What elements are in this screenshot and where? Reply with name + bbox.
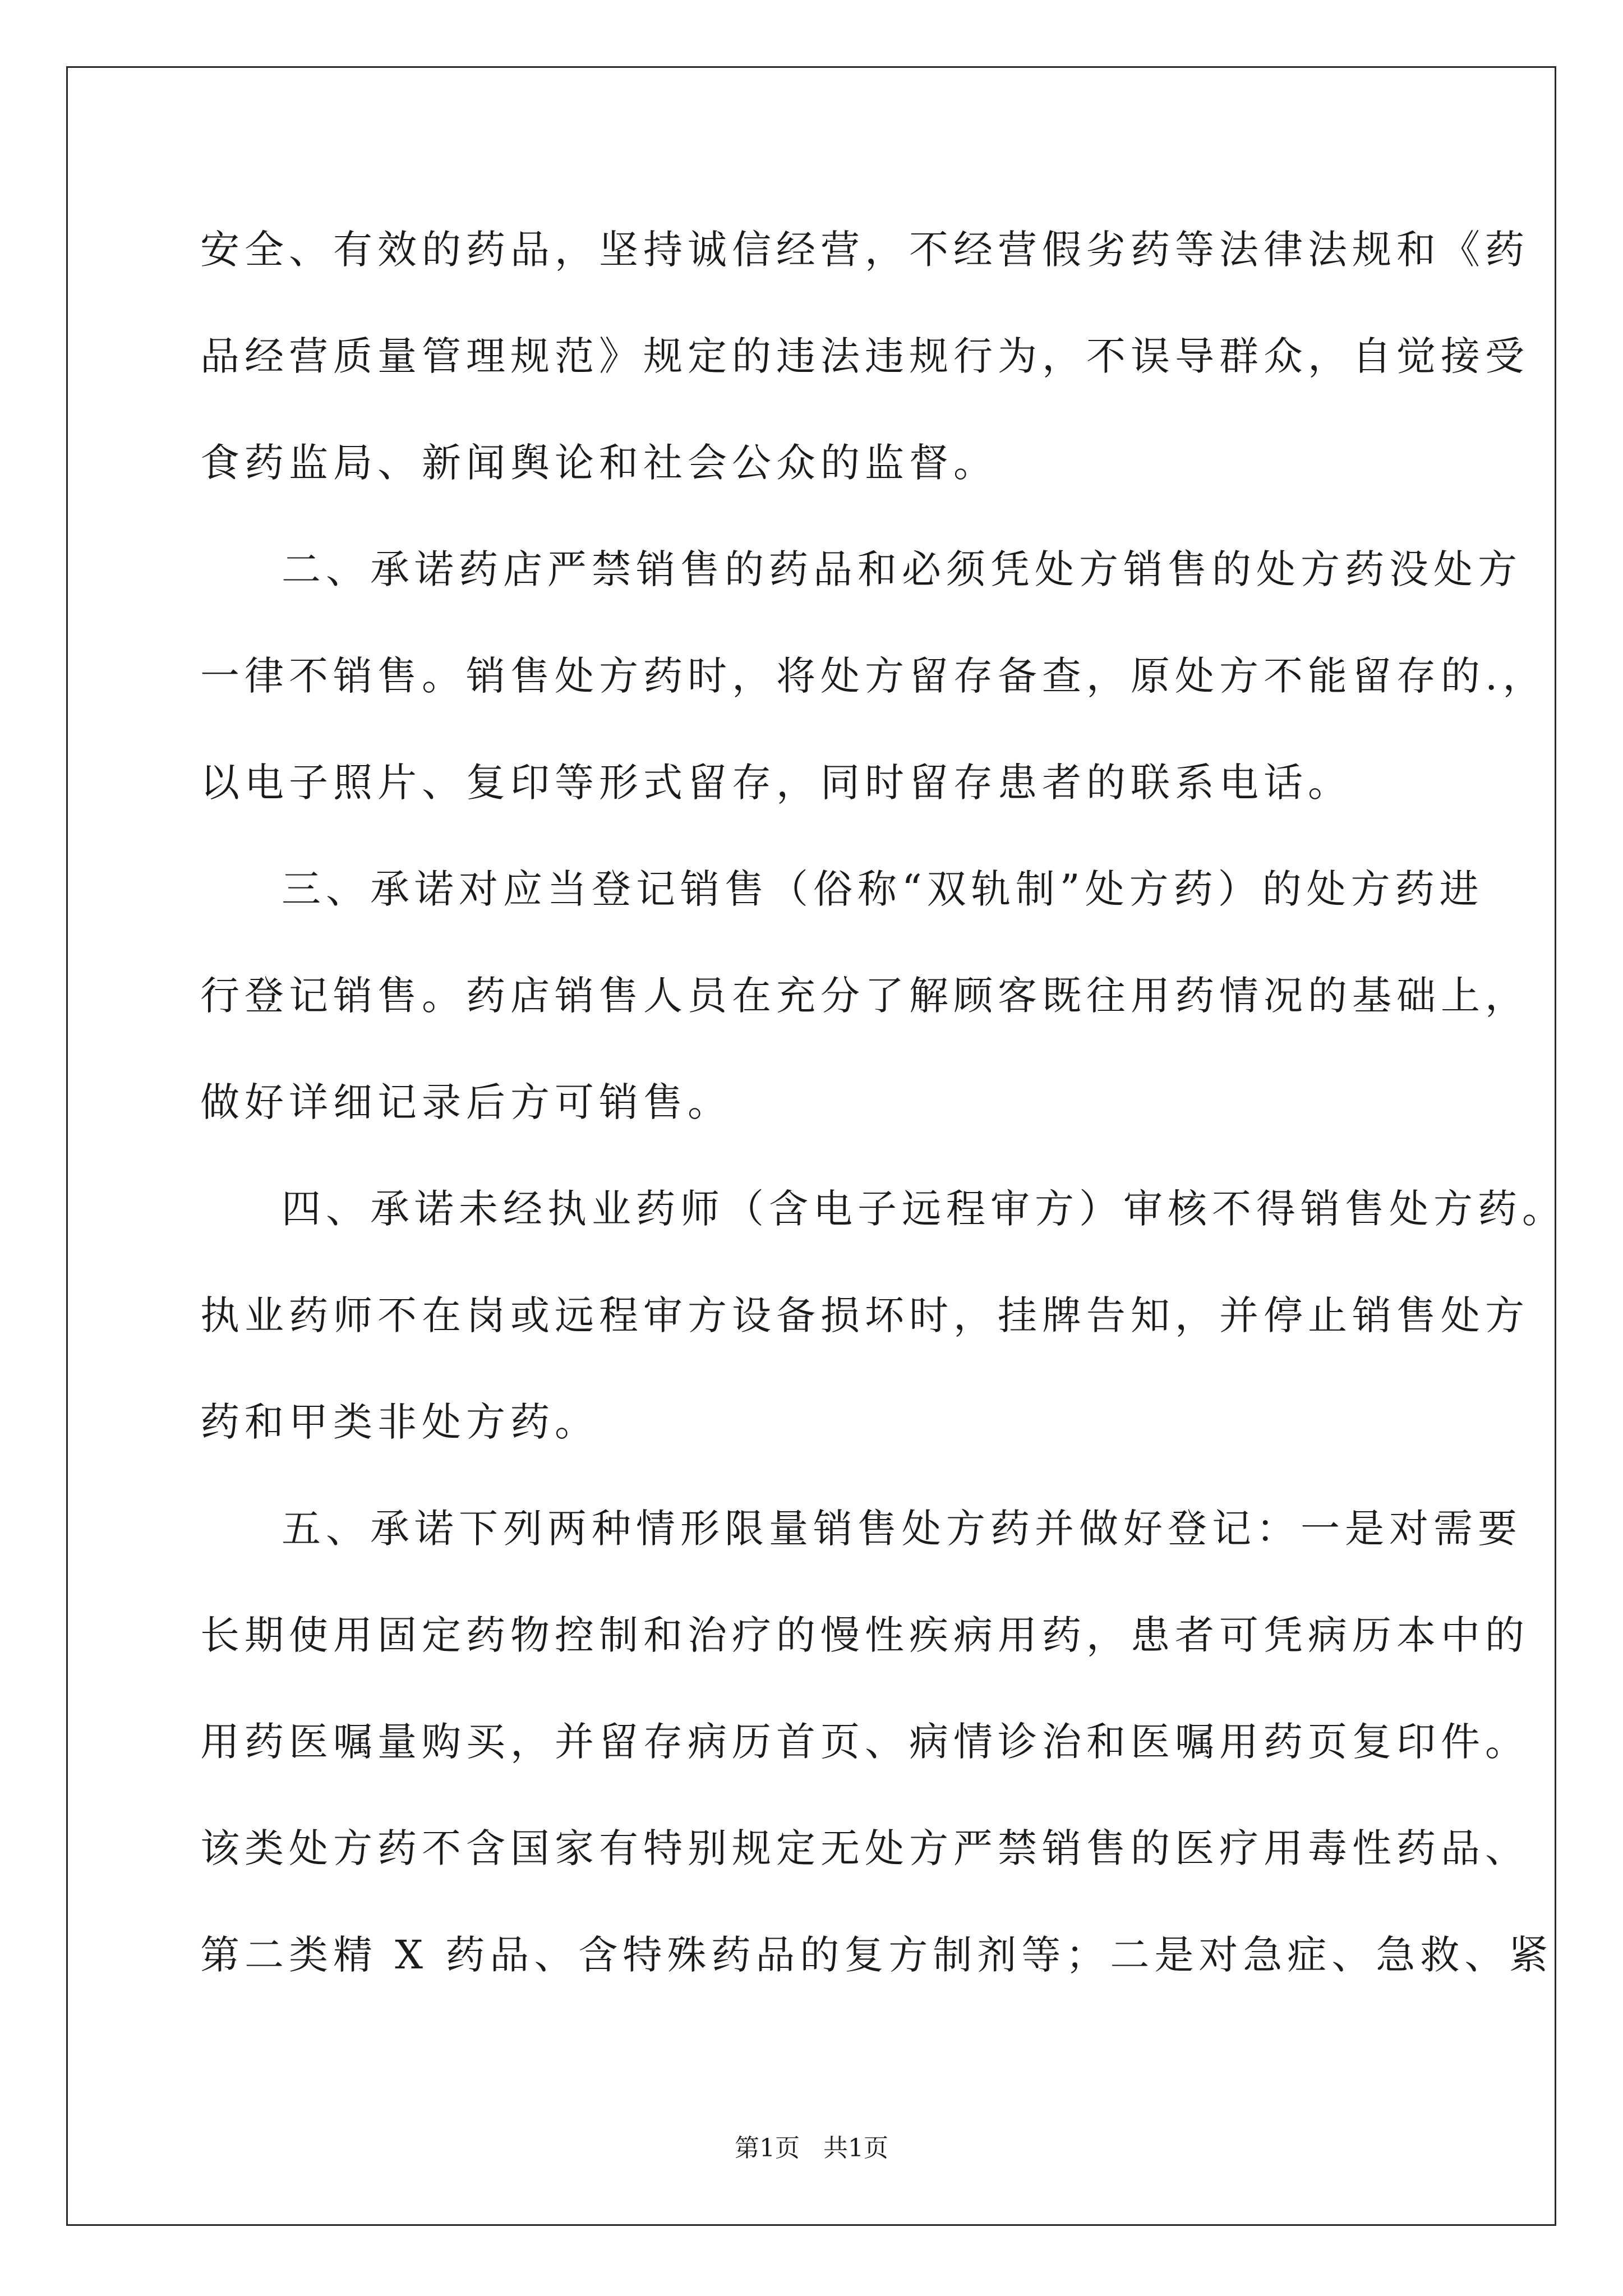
page-border: [66, 66, 1556, 2226]
paragraph-first-line: 四、承诺未经执业药师（含电子远程审方）审核不得销售处方药。: [282, 1186, 1566, 1232]
paragraph-first-line: 五、承诺下列两种情形限量销售处方药并做好登记：一是对需要: [282, 1506, 1522, 1552]
paragraph-first-line: 二、承诺药店严禁销售的药品和必须凭处方销售的处方药没处方: [282, 546, 1522, 592]
text-line: 一律不销售。销售处方药时，将处方留存备查，原处方不能留存的.，: [200, 653, 1547, 699]
text-line: 长期使用固定药物控制和治疗的慢性疾病用药，患者可凭病历本中的: [200, 1612, 1529, 1658]
text-line: 行登记销售。药店销售人员在充分了解顾客既往用药情况的基础上，: [200, 973, 1529, 1019]
text-line: 药和甲类非处方药。: [200, 1399, 599, 1445]
text-line: 用药医嘱量购买，并留存病历首页、病情诊治和医嘱用药页复印件。: [200, 1719, 1529, 1765]
text-line: 执业药师不在岗或远程审方设备损坏时，挂牌告知，并停止销售处方: [200, 1292, 1529, 1338]
text-line: 以电子照片、复印等形式留存，同时留存患者的联系电话。: [200, 760, 1352, 806]
text-line: 食药监局、新闻舆论和社会公众的监督。: [200, 440, 998, 486]
page-number-footer: 第1页 共1页: [735, 2134, 888, 2162]
text-line: 该类处方药不含国家有特别规定无处方严禁销售的医疗用毒性药品、: [200, 1825, 1529, 1871]
text-line: 安全、有效的药品，坚持诚信经营，不经营假劣药等法律法规和《药: [200, 227, 1529, 273]
paragraph-first-line: 三、承诺对应当登记销售（俗称“双轨制”处方药）的处方药进: [282, 866, 1484, 912]
text-line: 第二类精 X 药品、含特殊药品的复方制剂等；二是对急症、急救、紧: [200, 1932, 1553, 1978]
text-line: 品经营质量管理规范》规定的违法违规行为，不误导群众，自觉接受: [200, 333, 1529, 379]
text-line: 做好详细记录后方可销售。: [200, 1079, 732, 1125]
